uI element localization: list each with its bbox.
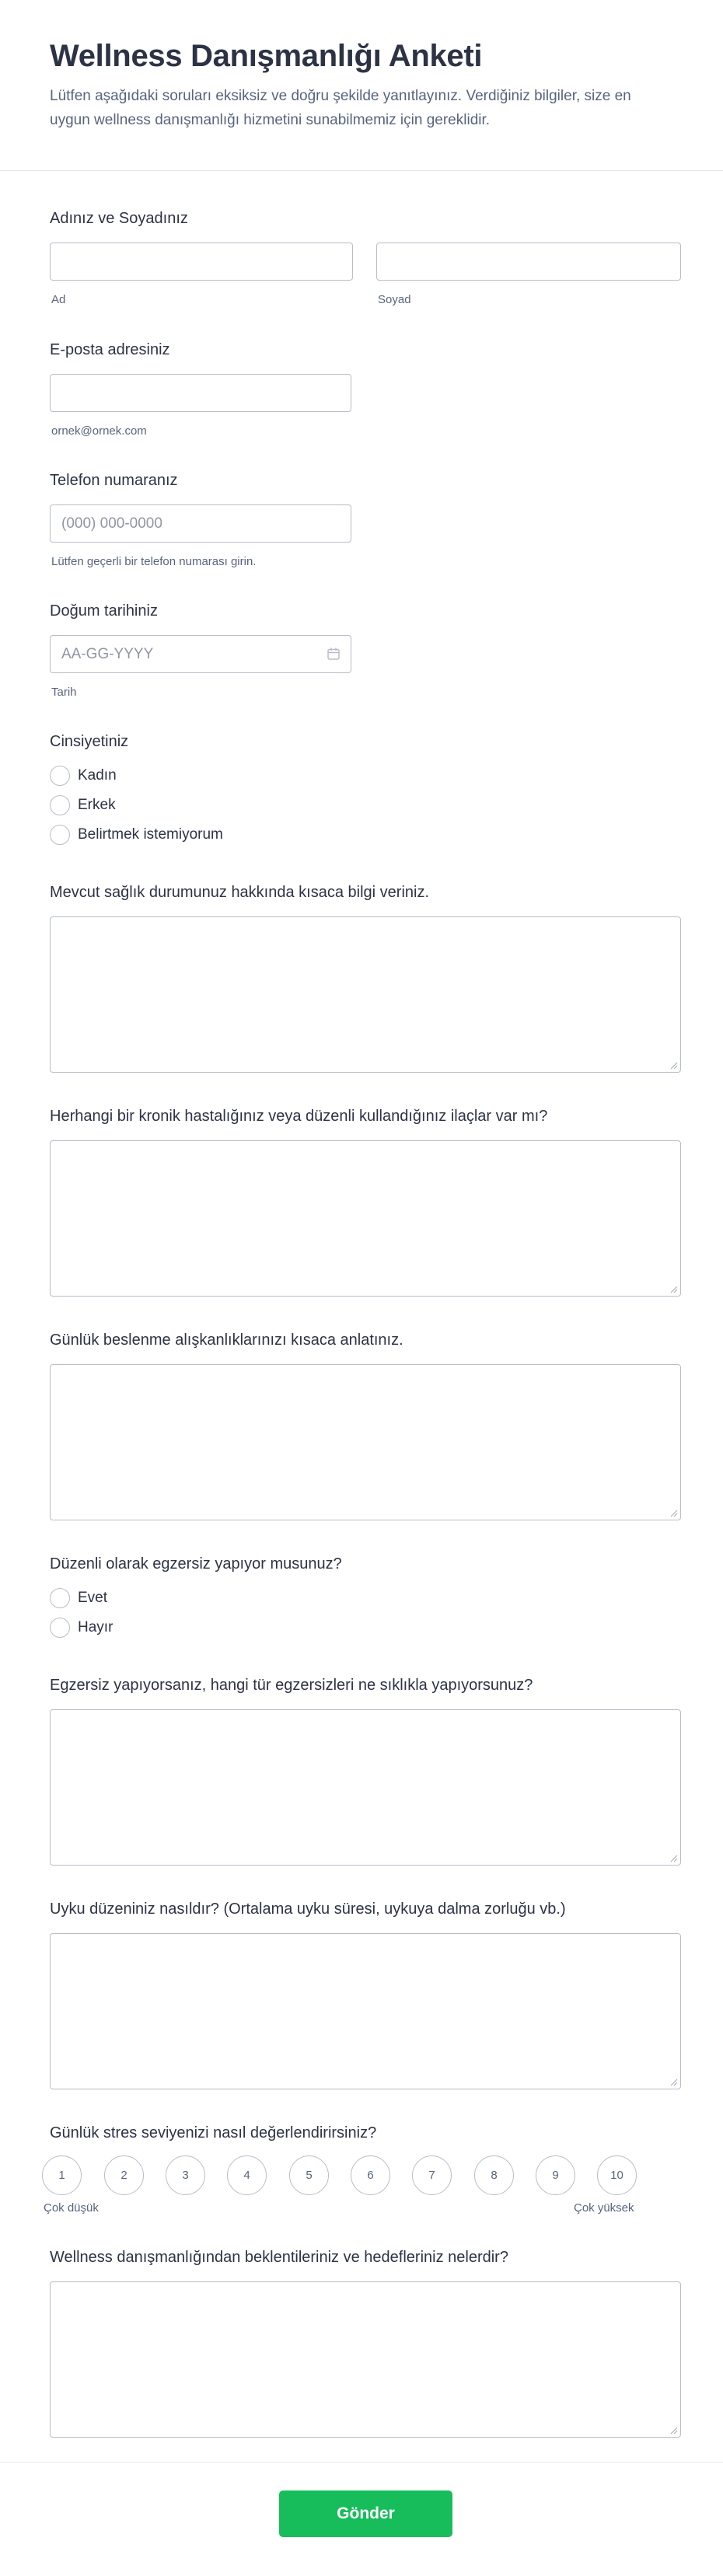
exercise-type-label: Egzersiz yapıyorsanız, hangi tür egzersizleri ne sıklıkla yapıyorsunuz?	[50, 1677, 533, 1694]
stress-label: Günlük stres seviyenizi nasıl değerlendirirsiniz?	[50, 2124, 377, 2141]
resize-handle-icon[interactable]	[670, 1510, 678, 1517]
scale-option-2[interactable]: 2	[104, 2155, 144, 2195]
exercise-type-textarea[interactable]	[50, 1709, 681, 1866]
health-label: Mevcut sağlık durumunuz hakkında kısaca bilgi veriniz.	[50, 884, 430, 901]
radio-label: Hayır	[78, 1619, 114, 1635]
gender-option-erkek[interactable]	[50, 794, 116, 816]
first-name-sublabel: Ad	[51, 293, 66, 306]
resize-handle-icon[interactable]	[670, 1286, 678, 1293]
phone-input[interactable]	[50, 504, 351, 543]
gender-label: Cinsiyetiniz	[50, 733, 129, 750]
last-name-sublabel: Soyad	[378, 293, 411, 306]
nutrition-textarea[interactable]	[50, 1364, 681, 1520]
resize-handle-icon[interactable]	[670, 1855, 678, 1862]
form-subtitle: Lütfen aşağıdaki soruları eksiksiz ve doğru şekilde yanıtlayınız. Verdiğiniz bilgiler, size en uygun wellness danışmanlığı hizmetini sunabilmemiz için gereklidir.	[50, 88, 631, 128]
expectations-textarea[interactable]	[50, 2281, 681, 2438]
sleep-textarea[interactable]	[50, 1933, 681, 2089]
scale-option-1[interactable]: 1	[42, 2155, 82, 2195]
name-label: Adınız ve Soyadınız	[50, 210, 188, 227]
exercise-label: Düzenli olarak egzersiz yapıyor musunuz?	[50, 1555, 342, 1572]
scale-option-10[interactable]: 10	[597, 2155, 637, 2195]
gender-option-belirtmek-istemiyorum[interactable]	[50, 824, 223, 846]
email-input[interactable]	[50, 374, 351, 412]
scale-max-label: Çok yüksek	[574, 2201, 634, 2215]
radio-button[interactable]	[50, 795, 70, 815]
form-title: Wellness Danışmanlığı Anketi	[50, 39, 483, 73]
calendar-icon[interactable]	[327, 647, 341, 661]
radio-button[interactable]	[50, 1588, 70, 1608]
scale-option-8[interactable]: 8	[474, 2155, 514, 2195]
scale-option-9[interactable]: 9	[536, 2155, 575, 2195]
resize-handle-icon[interactable]	[670, 2079, 678, 2086]
phone-sublabel: Lütfen geçerli bir telefon numarası girin.	[51, 555, 257, 568]
radio-label: Belirtmek istemiyorum	[78, 826, 223, 843]
chronic-label: Herhangi bir kronik hastalığınız veya düzenli kullandığınız ilaçlar var mı?	[50, 1108, 548, 1125]
radio-label: Kadın	[78, 767, 117, 784]
expectations-label: Wellness danışmanlığından beklentileriniz ve hedefleriniz nelerdir?	[50, 2249, 508, 2266]
first-name-input[interactable]	[50, 243, 353, 281]
radio-button[interactable]	[50, 1618, 70, 1638]
scale-option-5[interactable]: 5	[289, 2155, 329, 2195]
email-sublabel: ornek@ornek.com	[51, 424, 147, 438]
exercise-option-hayir[interactable]	[50, 1617, 113, 1639]
scale-option-3[interactable]: 3	[166, 2155, 205, 2195]
radio-label: Erkek	[78, 797, 116, 813]
radio-button[interactable]	[50, 825, 70, 845]
birthdate-input[interactable]	[50, 635, 351, 673]
submit-button[interactable]: Gönder	[279, 2490, 452, 2537]
email-label: E-posta adresiniz	[50, 341, 170, 358]
nutrition-label: Günlük beslenme alışkanlıklarınızı kısaca anlatınız.	[50, 1332, 403, 1349]
health-textarea[interactable]	[50, 916, 681, 1073]
birthdate-label: Doğum tarihiniz	[50, 602, 158, 620]
scale-option-7[interactable]: 7	[412, 2155, 452, 2195]
resize-handle-icon[interactable]	[670, 2427, 678, 2435]
scale-min-label: Çok düşük	[44, 2201, 99, 2215]
radio-label: Evet	[78, 1590, 108, 1606]
exercise-option-evet[interactable]	[50, 1587, 107, 1609]
birthdate-field	[50, 635, 351, 673]
last-name-input[interactable]	[376, 243, 681, 281]
resize-handle-icon[interactable]	[670, 1062, 678, 1070]
radio-button[interactable]	[50, 766, 70, 786]
scale-option-6[interactable]: 6	[351, 2155, 390, 2195]
phone-label: Telefon numaranız	[50, 472, 178, 489]
sleep-label: Uyku düzeniniz nasıldır? (Ortalama uyku süresi, uykuya dalma zorluğu vb.)	[50, 1901, 566, 1918]
chronic-textarea[interactable]	[50, 1140, 681, 1297]
gender-option-kadin[interactable]	[50, 765, 117, 787]
birthdate-sublabel: Tarih	[51, 686, 77, 699]
scale-option-4[interactable]: 4	[227, 2155, 267, 2195]
form-header	[0, 0, 723, 171]
